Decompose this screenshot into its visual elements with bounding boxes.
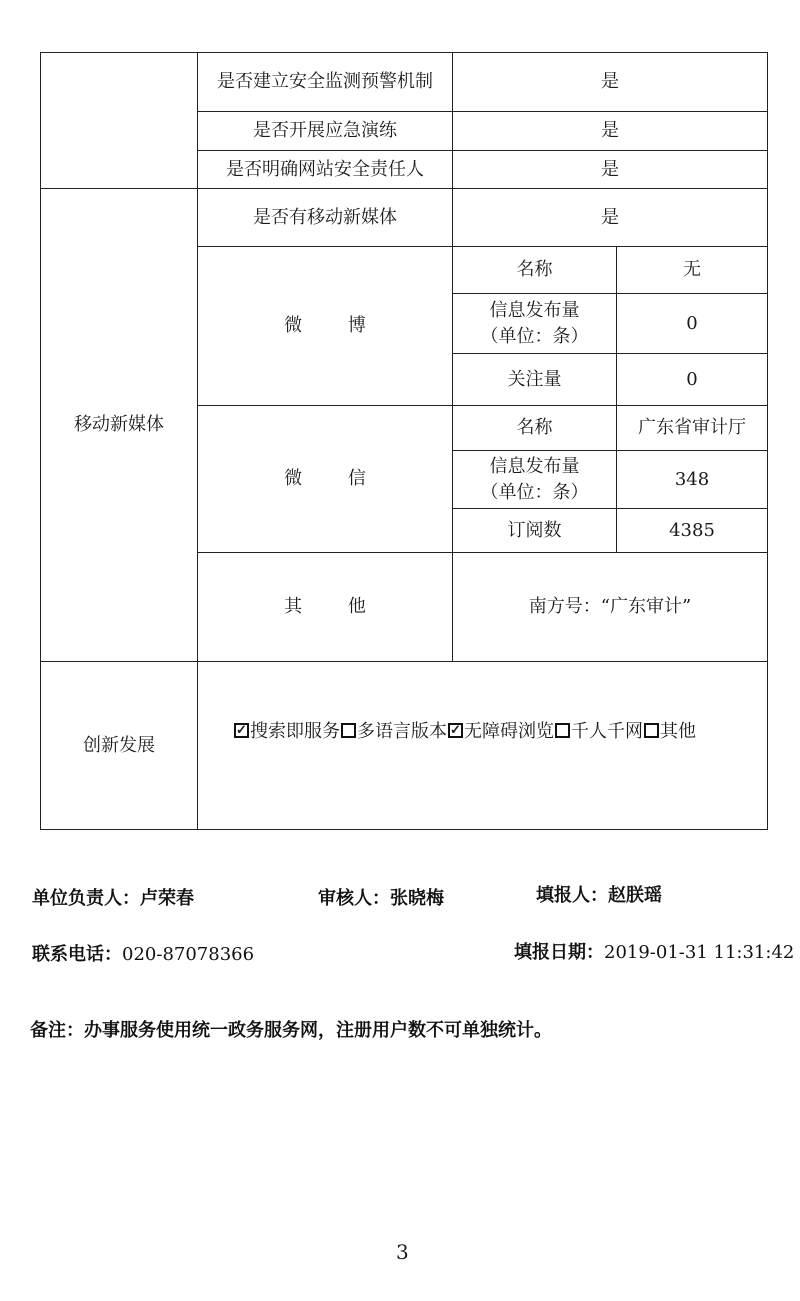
innovation-checkbox-3[interactable] — [555, 723, 570, 738]
security-person-label: 是否明确网站安全责任人 — [198, 151, 453, 189]
has-mobile-media-label: 是否有移动新媒体 — [198, 189, 453, 247]
unit-head-value: 卢荣春 — [140, 888, 194, 909]
unit-head-label: 单位负责人： — [32, 888, 140, 909]
phone-label: 联系电话： — [32, 944, 122, 965]
reviewer — [318, 884, 444, 910]
innovation-option-list — [234, 719, 697, 745]
weibo-label: 微 博 — [198, 247, 453, 406]
innovation-checkbox-2[interactable] — [448, 723, 463, 738]
date-label: 填报日期： — [514, 942, 604, 963]
website-report-table — [40, 52, 768, 829]
other-label: 其 他 — [198, 553, 453, 662]
page-number: 3 — [396, 1240, 409, 1264]
innovation-options — [198, 662, 768, 830]
wechat-name-label: 名称 — [453, 406, 617, 451]
filler — [536, 881, 662, 907]
innovation-option-label: 千人千网 — [571, 721, 643, 742]
weibo-followers-label: 关注量 — [453, 354, 617, 406]
wechat-posts-label: 信息发布量（单位：条） — [453, 451, 617, 509]
innovation-checkbox-1[interactable] — [341, 723, 356, 738]
filler-label: 填报人： — [536, 885, 608, 906]
emergency-drill-label: 是否开展应急演练 — [198, 112, 453, 151]
security-monitoring-label: 是否建立安全监测预警机制 — [198, 52, 453, 112]
wechat-name-value: 广东省审计厅 — [617, 406, 768, 451]
remark-note: 备注：办事服务使用统一政务服务网，注册用户数不可单独统计。 — [30, 1020, 552, 1041]
innovation-checkbox-4[interactable] — [644, 723, 659, 738]
innovation-option-label: 无障碍浏览 — [464, 721, 554, 742]
weibo-posts-value: 0 — [617, 294, 768, 354]
weibo-name-value: 无 — [617, 247, 768, 294]
security-monitoring-value: 是 — [453, 52, 768, 112]
unit-head — [32, 884, 194, 910]
innovation-option-label: 多语言版本 — [357, 721, 447, 742]
contact-phone — [32, 940, 254, 966]
wechat-posts-value: 348 — [617, 451, 768, 509]
wechat-subscribers-value: 4385 — [617, 509, 768, 553]
reviewer-label: 审核人： — [318, 888, 390, 909]
innovation-section-label: 创新发展 — [40, 662, 198, 830]
emergency-drill-value: 是 — [453, 112, 768, 151]
date-value: 2019-01-31 11:31:42 — [604, 942, 795, 963]
weibo-followers-value: 0 — [617, 354, 768, 406]
innovation-option-label: 其他 — [660, 721, 696, 742]
filler-value: 赵朕瑶 — [608, 885, 662, 906]
has-mobile-media-value: 是 — [453, 189, 768, 247]
innovation-checkbox-0[interactable] — [234, 723, 249, 738]
wechat-subscribers-label: 订阅数 — [453, 509, 617, 553]
reviewer-value: 张晓梅 — [390, 888, 444, 909]
innovation-option-label: 搜索即服务 — [250, 721, 340, 742]
phone-value: 020-87078366 — [122, 944, 255, 965]
weibo-name-label: 名称 — [453, 247, 617, 294]
wechat-label: 微 信 — [198, 406, 453, 553]
weibo-posts-label: 信息发布量（单位：条） — [453, 294, 617, 354]
fill-date — [514, 938, 794, 964]
mobile-media-section-label: 移动新媒体 — [40, 189, 198, 662]
security-section-cell — [40, 52, 198, 189]
security-person-value: 是 — [453, 151, 768, 189]
other-value: 南方号：“广东审计” — [453, 553, 768, 662]
